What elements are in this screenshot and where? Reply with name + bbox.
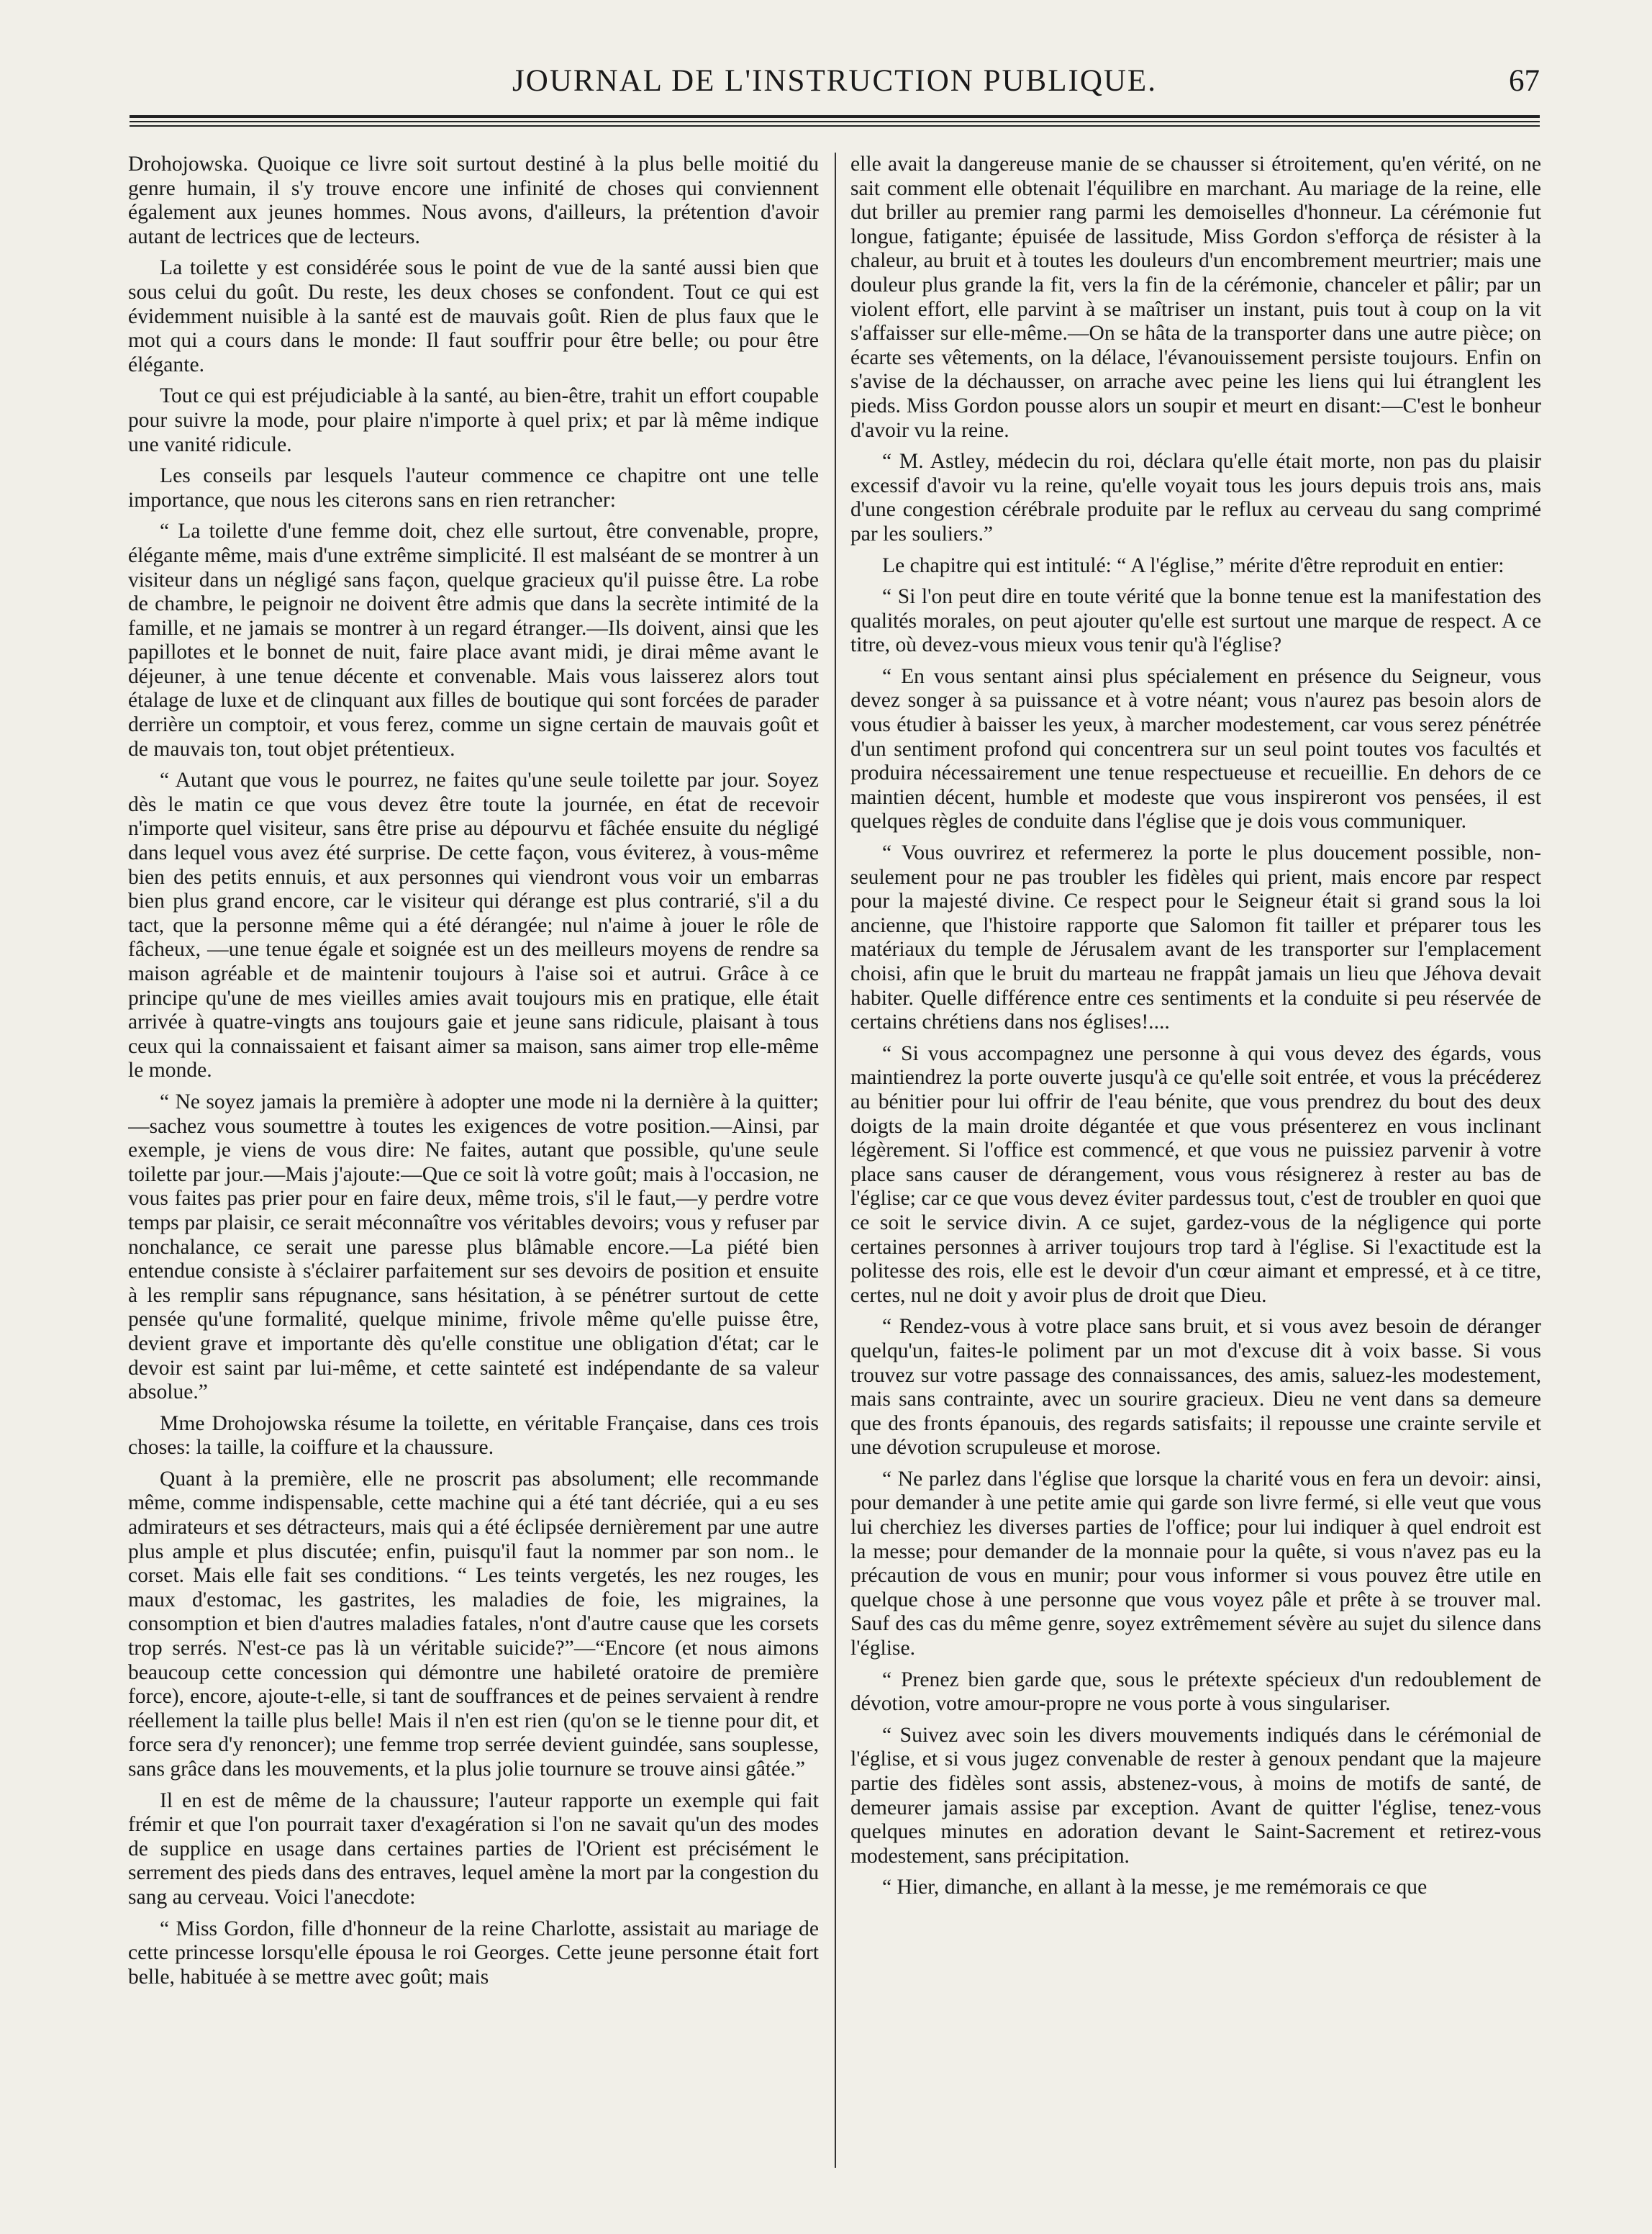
paragraph: Le chapitre qui est intitulé: “ A l'église,” mérite d'être reproduit en entier: xyxy=(882,553,1504,577)
page-header xyxy=(130,63,1540,107)
paragraph: Mme Drohojowska résume la toilette, en véritable Française, dans ces trois choses: la taille, la coiffure et la chaussure. xyxy=(128,1411,819,1460)
quote-paragraph: “ Autant que vous le pourrez, ne faites qu'une seule toilette par jour. Soyez dès le matin ce que vous devez être toute la journée, en état de recevoir n'importe quel visiteur, sans être prise au dépourvu et fâchée ensuite du négligé dans lequel vous avez été surprise. De cette façon, vous éviterez, à vous-même bien des petits ennuis, et aux personnes qui viendront vous voir un embarras bien plus grand encore, car le visiteur qui dérange est plus contrarié, s'il a du tact, que la personne même qui a été dérangée; nul n'aime à jouer le rôle de fâcheux, —une tenue égale et soignée est un des meilleurs moyens de rendre sa maison agréable et de maintenir toujours à l'aise soi et autrui. Grâce à ce principe qu'une de mes vieilles amies avait toujours mis en pratique, elle était arrivée à quatre-vingts ans toujours gaie et jeune sans ridicule, plaisant à tous ceux qui la connaissaient et faisant aimer sa maison, sans aimer trop elle-même le monde. xyxy=(128,769,819,1082)
quote-paragraph: “ Suivez avec soin les divers mouvements indiqués dans le cérémonial de l'église, et si vous jugez convenable de rester à genoux pendant que la majeure partie des fidèles sont assis, abstenez-vous, à moins de motifs de santé, de demeurer jamais assise par exception. Avant de quitter l'église, tenez-vous quelques minutes en adoration devant le Saint-Sacrement et retirez-vous modestement, sans précipitation. xyxy=(850,1723,1541,1868)
quote-paragraph: “ Rendez-vous à votre place sans bruit, et si vous avez besoin de déranger quelqu'un, faites-le poliment par un mot d'excuse dit à voix basse. Si vous trouvez sur votre passage des connaissances, des amis, saluez-les modestement, mais sans contrainte, avec un sourire gracieux. Dieu ne vent dans sa demeure que des fronts épanouis, des regards satisfaits; il repousse une crainte servile et une dévotion scrupuleuse et morose. xyxy=(850,1315,1541,1460)
right-column xyxy=(850,153,1541,2168)
paragraph: Quant à la première, elle ne proscrit pas absolument; elle recommande même, comme indispensable, cette machine qui a été tant décriée, qui a eu ses admirateurs et ses détracteurs, mais qui a été éclipsée dernièrement par une autre plus ample et plus discutée; enfin, puisqu'il faut la nommer par son nom.. le corset. Mais elle fait ses conditions. “ Les teints vergetés, les nez rouges, les maux d'estomac, les gastrites, les maladies de foie, les migraines, la consomption et bien d'autres maladies fatales, n'ont d'autre cause que les corsets trop serrés. N'est-ce pas là un véritable suicide?”—“Encore (et nous aimons beaucoup cette concession qui démontre une habileté oratoire de première force), encore, ajoute-t-elle, si tant de souffrances et de peines servaient à rendre réellement la taille plus belle! Mais il n'en est rien (qu'on se le tienne pour dit, et force sera d'y renoncer); une femme trop serrée devient guindée, sans souplesse, sans grâce dans les mouvements, et la plus jolie tournure se trouve ainsi gâtée.” xyxy=(128,1467,819,1781)
quote-paragraph: “ Ne parlez dans l'église que lorsque la charité vous en fera un devoir: ainsi, pour demander à une petite amie qui garde son livre fermé, si elle veut que vous lui cherchiez les diverses parties de l'office; pour lui indiquer à quel endroit est la messe; pour demander de la monnaie pour la quête, si vous n'avez pas eu la précaution de vous en munir; pour vous informer si vous pouvez être utile en quelque chose à une personne que vous voyez pâle et prête à se trouver mal. Sauf des cas du même genre, soyez extrêmement sévère au sujet du silence dans l'église. xyxy=(850,1467,1541,1660)
paragraph: Tout ce qui est préjudiciable à la santé, au bien-être, trahit un effort coupable pour suivre la mode, pour plaire n'importe à quel prix; et par là même indique une vanité ridicule. xyxy=(128,384,819,456)
paragraph: Les conseils par lesquels l'auteur commence ce chapitre ont une telle importance, que nous les citerons sans en rien retrancher: xyxy=(128,464,819,512)
paragraph: elle avait la dangereuse manie de se chausser si étroitement, qu'en vérité, on ne sait comment elle obtenait l'équilibre en marchant. Au mariage de la reine, elle dut briller au premier rang parmi les demoiselles d'honneur. La cérémonie fut longue, fatigante; épuisée de lassitude, Miss Gordon s'efforça de résister à la chaleur, au bruit et à toutes les douleurs d'un encombrement meurtrier; mais une douleur plus grande la fit, vers la fin de la cérémonie, chanceler et pâlir; par un violent effort, elle parvint à se maîtriser un instant, puis tout à coup on la vit s'affaisser sur elle-même.—On se hâta de la transporter dans une autre pièce; on écarte ses vêtements, on la délace, l'évanouissement persiste toujours. Enfin on s'avise de la déchausser, on arrache avec peine les liens qui lui étranglent les pieds. Miss Gordon pousse alors un soupir et meurt en disant:—C'est le bonheur d'avoir vu la reine. xyxy=(850,153,1541,442)
header-rule-thin-lower xyxy=(130,125,1540,127)
quote-paragraph: “ M. Astley, médecin du roi, déclara qu'elle était morte, non pas du plaisir excessif d'avoir vu la reine, qu'elle voyait tous les jours depuis trois ans, mais d'une congestion cérébrale produite par le reflux au cerveau du sang comprimé par les souliers.” xyxy=(850,450,1541,546)
paragraph: Il en est de même de la chaussure; l'auteur rapporte un exemple qui fait frémir et que l'on pourrait taxer d'exagération si l'on ne savait qu'un des modes de supplice en usage dans certaines parties de l'Orient est précisément le serrement des pieds dans des entraves, lequel amène la mort par la congestion du sang au cerveau. Voici l'anecdote: xyxy=(128,1788,819,1909)
paragraph: La toilette y est considérée sous le point de vue de la santé aussi bien que sous celui du goût. Du reste, les deux choses se confondent. Tout ce qui est évidemment nuisible à la santé est de mauvais goût. Rien de plus faux que le mot qui a cours dans le monde: Il faut souffrir pour être belle; ou pour être élégante. xyxy=(128,256,819,376)
header-rule-thin xyxy=(130,121,1540,122)
left-column xyxy=(128,153,819,2168)
quote-paragraph: “ Hier, dimanche, en allant à la messe, je me remémorais ce que xyxy=(882,1876,1428,1899)
text-columns xyxy=(128,153,1543,2168)
header-rule-thick xyxy=(130,115,1540,118)
quote-paragraph: “ Si vous accompagnez une personne à qui vous devez des égards, vous maintiendrez la porte ouverte jusqu'à ce qu'elle soit entrée, et vous la précéderez au bénitier pour lui offrir de l'eau bénite, que vous prendrez du bout des deux doigts de la main droite dégantée et que vous présenterez en vous inclinant légèrement. Si l'office est commencé, et que vous ne puissiez parvenir à votre place sans causer de dérangement, vous vous résignerez à rester au bas de l'église; car ce que vous devez éviter pardessus tout, c'est de troubler en quoi que ce soit le service divin. A ce sujet, gardez-vous de la négligence qui porte certaines personnes à arriver toujours trop tard à l'église. Si l'exactitude est la politesse des rois, elle est le devoir d'un cœur aimant et empressé, et à ce titre, certes, nul ne doit y avoir plus de droit que Dieu. xyxy=(850,1041,1541,1307)
paragraph: Drohojowska. Quoique ce livre soit surtout destiné à la plus belle moitié du genre humain, il s'y trouve encore une infinité de choses qui conviennent également aux jeunes hommes. Nous avons, d'ailleurs, la prétention d'avoir autant de lectrices que de lecteurs. xyxy=(128,153,819,248)
quote-paragraph: “ Prenez bien garde que, sous le prétexte spécieux d'un redoublement de dévotion, votre amour-propre ne vous porte à vous singulariser. xyxy=(850,1668,1541,1716)
quote-paragraph: “ Vous ouvrirez et refermerez la porte le plus doucement possible, non-seulement pour ne pas troubler les fidèles qui prient, mais encore par respect pour la majesté divine. Ce respect pour le Seigneur était si grand sous la loi ancienne, que l'histoire rapporte que Salomon fit tailler et préparer tous les matériaux du temple de Jérusalem avant de les transporter sur l'emplacement choisi, afin que le bruit du marteau ne frappât jamais un lieu que Jéhova devait habiter. Quelle différence entre ces sentiments et la conduite si peu réservée de certains chrétiens dans nos églises!.... xyxy=(850,841,1541,1034)
column-divider xyxy=(835,153,836,2168)
quote-paragraph: “ Si l'on peut dire en toute vérité que la bonne tenue est la manifestation des qualités morales, on peut ajouter qu'elle est surtout une marque de respect. A ce titre, où devez-vous mieux vous tenir qu'à l'église? xyxy=(850,585,1541,657)
quote-paragraph: “ Miss Gordon, fille d'honneur de la reine Charlotte, assistait au mariage de cette princesse lorsqu'elle épousa le roi Georges. Cette jeune personne était fort belle, habituée à se mettre avec goût; mais xyxy=(128,1917,819,1989)
quote-paragraph: “ Ne soyez jamais la première à adopter une mode ni la dernière à la quitter;—sachez vous soumettre à toutes les exigences de votre position.—Ainsi, par exemple, je viens de vous dire: Ne faites, autant que possible, qu'une seule toilette par jour.—Mais j'ajoute:—Que ce soit là votre goût; mais à l'occasion, ne vous faites pas prier pour en faire deux, même trois, s'il le faut,—y perdre votre temps par plaisir, ce serait méconnaître vos véritables devoirs; vous y refuser par nonchalance, ce serait une paresse plus blâmable encore.—La piété bien entendue consiste à s'éclairer parfaitement sur ses devoirs de position et ensuite à les remplir sans répugnance, sans hésitation, à se pénétrer surtout de cette pensée qu'une formalité, quelque minime, frivole même qu'elle puisse être, devient grave et importante dès qu'elle constitue une obligation d'état; car le devoir est saint par lui-même, et cette sainteté est indépendante de sa valeur absolue.” xyxy=(128,1090,819,1404)
page-number: 67 xyxy=(1509,64,1540,98)
quote-paragraph: “ En vous sentant ainsi plus spécialement en présence du Seigneur, vous devez songer à sa puissance et à votre néant; vous n'aurez pas besoin alors de vous étudier à baisser les yeux, à marcher modestement, car vous serez pénétrée d'un sentiment profond qui concentrera sur un seul point toutes vos facultés et produira nécessairement une tenue respectueuse et recueillie. En dehors de ce maintien décent, humble et modeste que vous inspireront vos pensées, il est quelques règles de conduite dans l'église que je dois vous communiquer. xyxy=(850,664,1541,833)
journal-title: JOURNAL DE L'INSTRUCTION PUBLIQUE. xyxy=(512,64,1157,98)
quote-paragraph: “ La toilette d'une femme doit, chez elle surtout, être convenable, propre, élégante même, mais d'une extrême simplicité. Il est malséant de se montrer à un visiteur dans un négligé sans façon, quelque gracieux qu'il puisse être. La robe de chambre, le peignoir ne doivent être admis que dans la secrète intimité de la famille, et ne jamais se montrer à un regard étranger.—Ils doivent, ainsi que les papillotes et le bonnet de nuit, faire place avant midi, je dirai même avant le déjeuner, à une tenue décente et convenable. Mais vous laisserez alors tout étalage de luxe et de clinquant aux filles de boutique qui sont forcées de parader derrière un comptoir, et vous ferez, comme un signe certain de mauvais goût et de mauvais ton, tout objet prétentieux. xyxy=(128,520,819,761)
